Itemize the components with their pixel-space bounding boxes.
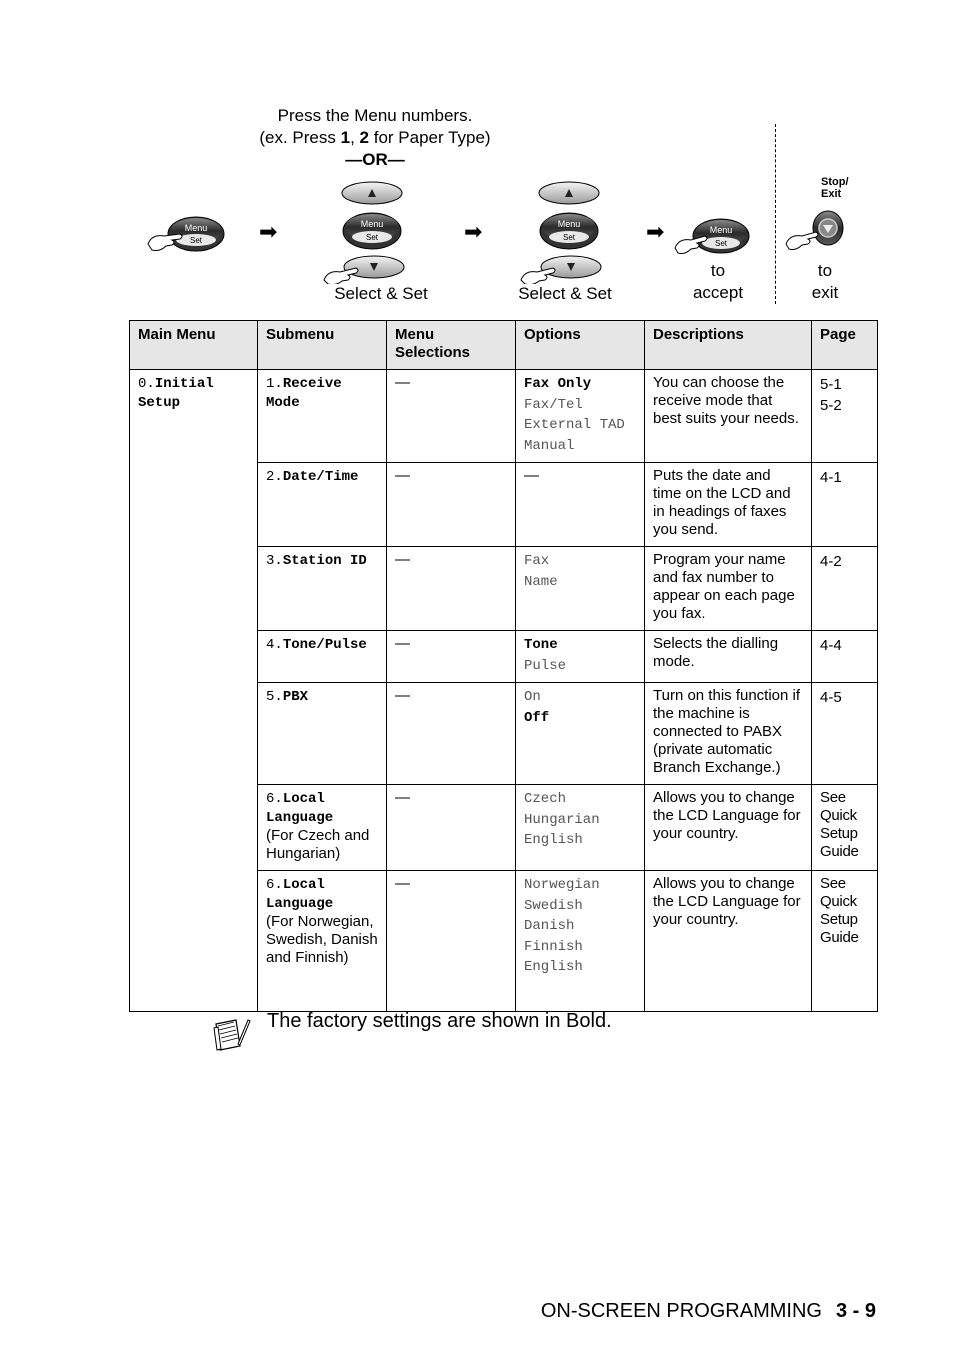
header-menu-selections: Menu Selections	[387, 321, 516, 370]
page-ref: Quick	[820, 807, 857, 824]
svg-text:Menu: Menu	[184, 223, 208, 233]
header-descriptions: Descriptions	[645, 321, 812, 370]
page-cell	[812, 370, 878, 463]
page-ref: See	[820, 875, 846, 892]
menu-selections-cell: —	[387, 370, 516, 463]
option-item: Manual	[524, 437, 575, 454]
submenu-cell: 1.Receive Mode	[258, 370, 387, 463]
page-cell	[812, 463, 878, 547]
page-ref: Setup	[820, 911, 858, 928]
header-page: Page	[812, 321, 878, 370]
page-ref: 5-1	[820, 376, 842, 393]
page-footer	[541, 1300, 876, 1323]
svg-text:Menu: Menu	[557, 219, 581, 229]
submenu-cell: 6.Local Language (For Czech and Hungarian)	[258, 785, 387, 871]
down-button-icon	[322, 254, 406, 284]
instruction-block	[230, 105, 520, 171]
main-menu-cell: 0.Initial Setup	[130, 370, 258, 1012]
page-ref: 4-4	[820, 637, 842, 654]
footer-page-number: 3 - 9	[835, 1300, 876, 1322]
svg-text:Set: Set	[189, 236, 203, 245]
page-ref: 5-2	[820, 397, 842, 414]
page-ref: 4-1	[820, 469, 842, 486]
option-item: Name	[524, 573, 558, 590]
caption-select-set-2: Select & Set	[518, 284, 612, 303]
description-cell: Allows you to change the LCD Language for your country.	[645, 785, 812, 871]
submenu-cell: 6.Local Language (For Norwegian, Swedish, Danish and Finnish)	[258, 871, 387, 1012]
submenu-cell: 2.Date/Time	[258, 463, 387, 547]
description-cell: Allows you to change the LCD Language for your country.	[645, 871, 812, 1012]
stop-exit-label: Stop/ Exit	[821, 176, 849, 200]
description-cell: Turn on this function if the machine is connected to PABX (private automatic Branch Exchange.)	[645, 683, 812, 785]
submenu-cell: 4.Tone/Pulse	[258, 631, 387, 683]
up-button-icon	[537, 180, 601, 206]
option-item: External TAD	[524, 417, 625, 433]
option-item: Czech	[524, 791, 567, 807]
page-ref: See	[820, 789, 846, 806]
arrow-right-icon: ➡	[259, 219, 278, 244]
or-separator: —OR—	[345, 150, 405, 169]
options-cell	[516, 370, 645, 463]
option-item: Finnish	[524, 938, 583, 955]
note-pad-icon	[212, 1016, 252, 1052]
footer-section: ON-SCREEN PROGRAMMING	[540, 1300, 822, 1322]
table-header-row	[130, 321, 878, 370]
up-button-icon	[340, 180, 404, 206]
menu-selections-cell: —	[387, 631, 516, 683]
page-cell	[812, 871, 878, 1012]
instruction-line-2: (ex. Press 1, 2 for Paper Type)	[259, 128, 491, 147]
menu-selections-cell: —	[387, 683, 516, 785]
option-item: Fax	[524, 553, 550, 569]
options-cell	[516, 463, 645, 547]
options-cell	[516, 547, 645, 631]
menu-set-button-step1	[146, 212, 228, 256]
menu-set-button-step3	[538, 211, 600, 251]
table-row	[130, 370, 878, 463]
page-cell	[812, 683, 878, 785]
options-cell	[516, 631, 645, 683]
menu-selections-cell: —	[387, 785, 516, 871]
page-ref: Guide	[820, 929, 859, 946]
description-cell: Puts the date and time on the LCD and in headings of faxes you send.	[645, 463, 812, 547]
submenu-cell: 3.Station ID	[258, 547, 387, 631]
stop-exit-button-icon	[784, 206, 846, 256]
menu-selections-cell: —	[387, 871, 516, 1012]
option-item: English	[524, 959, 583, 975]
submenu-cell: 5.PBX	[258, 683, 387, 785]
option-item: English	[524, 832, 583, 848]
svg-text:Set: Set	[365, 233, 379, 242]
description-cell: Program your name and fax number to appear on each page you fax.	[645, 547, 812, 631]
options-cell	[516, 683, 645, 785]
menu-set-button-accept	[673, 216, 753, 258]
page-ref: 4-2	[820, 553, 842, 570]
svg-text:Set: Set	[714, 239, 728, 248]
svg-text:Menu: Menu	[709, 225, 733, 235]
menu-set-button-step2	[341, 211, 403, 251]
page-ref: Setup	[820, 825, 858, 842]
option-item: Off	[524, 709, 550, 726]
menu-selections-cell: —	[387, 463, 516, 547]
options-cell	[516, 785, 645, 871]
option-item: Swedish	[524, 897, 583, 914]
page-cell	[812, 631, 878, 683]
instruction-line-1: Press the Menu numbers.	[277, 106, 473, 125]
footnote-text: The factory settings are shown in Bold.	[267, 1010, 612, 1032]
options-cell	[516, 871, 645, 1012]
page-ref: 4-5	[820, 689, 842, 706]
page-ref: Quick	[820, 893, 857, 910]
arrow-right-icon: ➡	[464, 219, 483, 244]
page-cell	[812, 785, 878, 871]
down-button-icon	[519, 254, 603, 284]
option-item: Danish	[524, 918, 575, 934]
header-main-menu: Main Menu	[130, 321, 258, 370]
menu-table	[129, 320, 878, 1012]
description-cell: You can choose the receive mode that best suits your needs.	[645, 370, 812, 463]
svg-text:Menu: Menu	[360, 219, 384, 229]
option-item: Tone	[524, 637, 558, 653]
option-item: On	[524, 689, 541, 705]
header-submenu: Submenu	[258, 321, 387, 370]
caption-select-set-1: Select & Set	[334, 284, 428, 303]
header-options: Options	[516, 321, 645, 370]
menu-selections-cell: —	[387, 547, 516, 631]
option-item: Fax Only	[524, 376, 592, 392]
caption-to-accept: to accept	[692, 261, 744, 302]
option-item: —	[524, 467, 539, 484]
submenu-note: (For Czech and Hungarian)	[266, 827, 370, 862]
divider-dashed	[775, 124, 776, 304]
caption-to-exit: to exit	[811, 261, 839, 302]
svg-text:Set: Set	[562, 233, 576, 242]
option-item: Hungarian	[524, 811, 600, 828]
description-cell: Selects the dialling mode.	[645, 631, 812, 683]
option-item: Pulse	[524, 657, 567, 674]
option-item: Fax/Tel	[524, 396, 583, 413]
option-item: Norwegian	[524, 877, 600, 893]
submenu-note: (For Norwegian, Swedish, Danish and Finnish)	[266, 913, 378, 966]
page-cell	[812, 547, 878, 631]
arrow-right-icon: ➡	[646, 219, 665, 244]
page-ref: Guide	[820, 843, 859, 860]
